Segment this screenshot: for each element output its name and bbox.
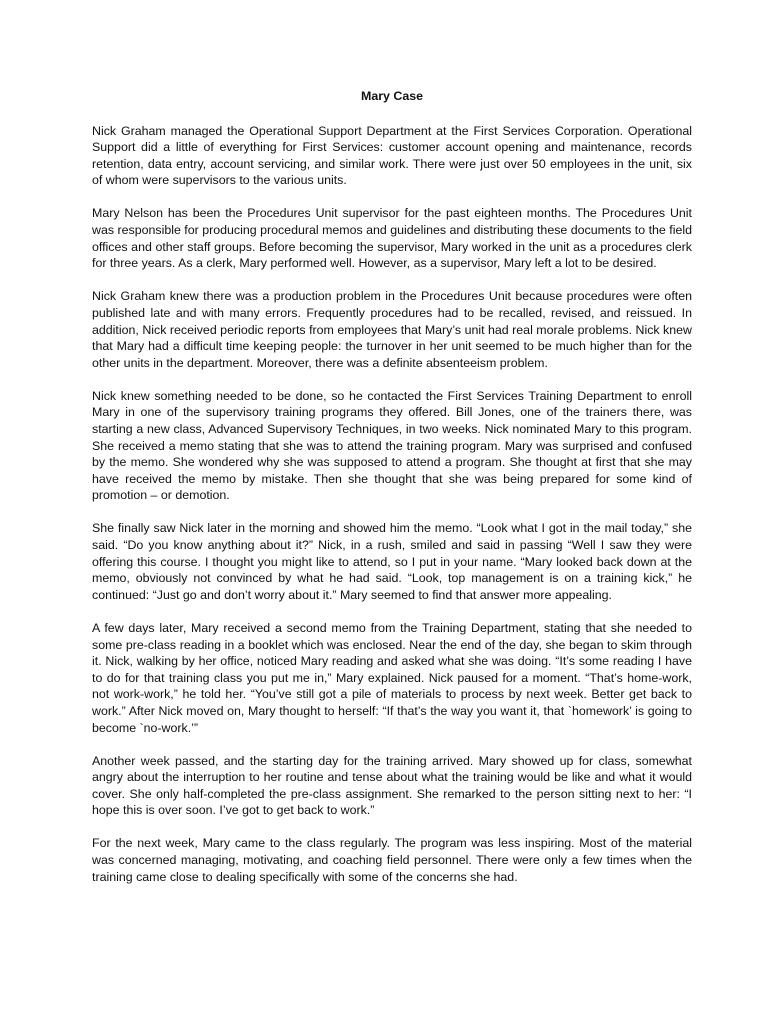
paragraph-3: Nick Graham knew there was a production problem in the Procedures Unit because procedures were often published late and with many errors. Frequently procedures had to be recalled, revised, and reissued. In addition, Nick received periodic reports from employees that Mary’s unit had real morale problems. Nick knew that Mary had a difficult time keeping people: the turnover in her unit seemed to be much higher than for the other units in the department. Moreover, there was a definite absenteeism problem. — [92, 289, 692, 370]
paragraph-7: Another week passed, and the starting day for the training arrived. Mary showed up for class, somewhat angry about the interruption to her routine and tense about what the training would be like and what it would cover. She only half-completed the pre-class assignment. She remarked to the person sitting next to her: “I hope this is over soon. I’ve got to get back to work.” — [92, 753, 692, 818]
paragraph-4: Nick knew something needed to be done, so he contacted the First Services Training Department to enroll Mary in one of the supervisory training programs they offered. Bill Jones, one of the trainers there, was starting a new class, Advanced Supervisory Techniques, in two weeks. Nick nominated Mary to this program. She received a memo stating that she was to attend the training program. Mary was surprised and confused by the memo. She wondered why she was supposed to attend a program. She thought at first that she may have received the memo by mistake. Then she thought that she was being prepared for some kind of promotion – or demotion. — [92, 388, 692, 503]
paragraph-5: She finally saw Nick later in the morning and showed him the memo. “Look what I got in the mail today,” she said. “Do you know anything about it?” Nick, in a rush, smiled and said in passing “Well I saw they were offering this course. I thought you might like to attend, so I put in your name. “Mary looked back down at the memo, obviously not convinced by what he had said. “Look, top management is on a training kick,” he continued: “Just go and don’t worry about it.” Mary seemed to find that answer more appealing. — [92, 521, 692, 602]
paragraph-8: For the next week, Mary came to the class regularly. The program was less inspiring. Most of the material was concerned managing, motivating, and coaching field personnel. There were only a few times when the training came close to dealing specifically with some of the concerns she had. — [92, 836, 692, 884]
paragraph-6: A few days later, Mary received a second memo from the Training Department, stating that she needed to some pre-class reading in a booklet which was enclosed. Near the end of the day, she began to skim through it. Nick, walking by her office, noticed Mary reading and asked what she was doing. “It’s some reading I have to do for that training class you put me in,” Mary explained. Nick paused for a moment. “That’s home-work, not work-work,” he told her. “You’ve still got a pile of materials to process by next week. Better get back to work.” After Nick moved on, Mary thought to herself: “If that’s the way you want it, that `homework’ is going to become `no-work.’” — [92, 620, 692, 735]
paragraph-1: Nick Graham managed the Operational Support Department at the First Services Corporation. Operational Support did a little of everything for First Services: customer account opening and maintenance, records retention, data entry, account servicing, and similar work. There were just over 50 employees in the unit, six of whom were supervisors to the various units. — [92, 123, 692, 188]
paragraph-2: Mary Nelson has been the Procedures Unit supervisor for the past eighteen months. The Procedures Unit was responsible for producing procedural memos and guidelines and distributing these documents to the field offices and other staff groups. Before becoming the supervisor, Mary worked in the unit as a procedures clerk for three years. As a clerk, Mary performed well. However, as a supervisor, Mary left a lot to be desired. — [92, 206, 692, 271]
document-title: Mary Case — [361, 89, 423, 103]
